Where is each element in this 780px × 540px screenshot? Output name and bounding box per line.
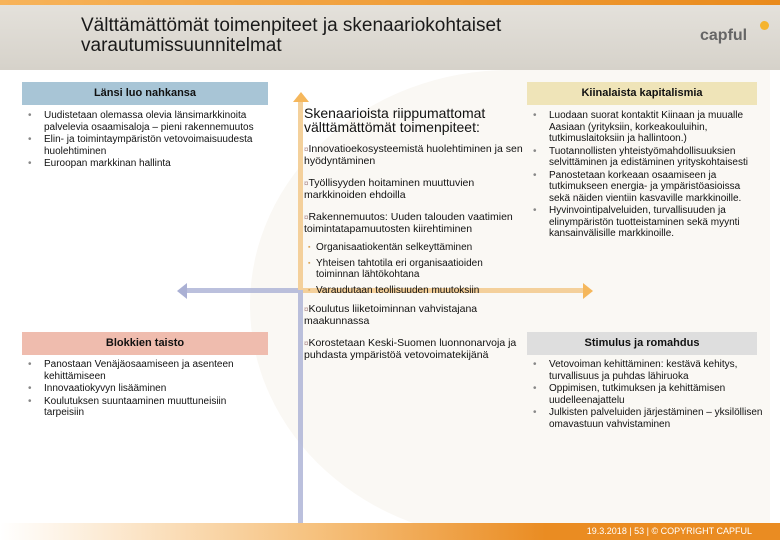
vertical-axis-upper [298,100,303,290]
center-item [304,178,526,201]
list-item: • Innovaatiokyvyn lisääminen [28,383,268,395]
list-item: • Euroopan markkinan hallinta [28,158,268,170]
center-item [304,212,526,235]
vertical-axis-lower [298,290,303,540]
horizontal-axis-left [185,288,298,293]
bullet-marker-icon: ¤ [304,145,309,154]
center-measures [304,106,526,372]
bullet-marker-icon: ¤ [304,305,309,314]
quadrant-list-top-left [28,110,268,171]
center-item-text: Koulutus liiketoiminnan vahvistajana maakunnassa [304,303,478,327]
quadrant-list-bottom-left [28,359,268,420]
logo-dot-icon [760,21,769,30]
footer-bar [0,523,780,540]
list-item: • Hyvinvointipalveluiden, turvallisuuden ja elinympäristön tuotteistaminen sekä myynti kansainvälisille markkinoille. [533,205,763,240]
list-item: • Luodaan suorat kontaktit Kiinaan ja muualle Aasiaan (yrityksiin, korkeakouluihin, tutkimuslaitoksiin ja hallintoon.) [533,110,763,145]
center-item [304,144,526,167]
bullet-marker-icon: ¤ [304,213,309,222]
center-item-text: Rakennemuutos: Uuden talouden vaatimien toimintatapamuutosten kiirehtiminen [304,211,513,235]
center-item-text: Innovatioekosysteemistä huolehtiminen ja sen hyödyntäminen [304,143,523,167]
capful-logo: capful [700,27,748,44]
list-item: • Elin- ja toimintaympäristön vetovoimaisuudesta huolehtiminen [28,134,268,157]
quadrant-title-top-right: Kiinalaista kapitalismia [527,82,757,105]
list-item: • Vetovoiman kehittäminen: kestävä kehitys, turvallisuus ja puhdas lähiruoka [533,359,763,382]
center-subitem: ▪ Organisaatiokentän selkeyttäminen [304,242,526,254]
bullet-marker-icon: ¤ [304,339,309,348]
list-item: • Oppimisen, tutkimuksen ja kehittämisen uudelleenajattelu [533,383,763,406]
center-item-text: Työllisyyden hoitaminen muuttuvien markkinoiden ehdoilla [304,177,475,201]
arrow-right-icon [583,283,593,299]
quadrant-title-bottom-left: Blokkien taisto [22,332,268,355]
quadrant-list-top-right [533,110,763,241]
list-item: • Panostaan Venäjäosaamiseen ja asenteen kehittämiseen [28,359,268,382]
center-item-text: Korostetaan Keski-Suomen luonnonarvoja ja puhdasta ympäristöä vetovoimatekijänä [304,337,517,361]
center-title: Skenaarioista riippumattomat välttämättömät toimenpiteet: [304,105,486,135]
list-item: • Koulutuksen suuntaaminen muuttuneisiin tarpeisiin [28,396,268,419]
list-item: • Uudistetaan olemassa olevia länsimarkkinoita palvelevia osaamisaloja – pieni rakennemuutos [28,110,268,133]
footer-text: 19.3.2018 | 53 | © COPYRIGHT CAPFUL [586,526,752,536]
bullet-marker-icon: ¤ [304,179,309,188]
list-item: • Tuotannollisten yhteistyömahdollisuuksien selvittäminen ja edistäminen yrityskohtaisesti [533,146,763,169]
center-subitem: ▪ Varaudutaan teollisuuden muutoksiin [304,285,526,297]
quadrant-title-top-left: Länsi luo nahkansa [22,82,268,105]
arrow-left-icon [177,283,187,299]
quadrant-list-bottom-right [533,359,763,431]
list-item: • Julkisten palveluiden järjestäminen – yksilöllisen omavastuun vahvistaminen [533,407,763,430]
slide-header [0,5,780,70]
quadrant-title-bottom-right: Stimulus ja romahdus [527,332,757,355]
slide-title: Välttämättömät toimenpiteet ja skenaariokohtaiset varautumissuunnitelmat [81,15,502,56]
center-item [304,338,526,361]
center-subitem: ▪ Yhteisen tahtotila eri organisaatioiden toiminnan lähtökohtana [304,258,526,281]
arrow-up-icon [293,92,309,102]
list-item: • Panostetaan korkeaan osaamiseen ja tutkimukseen energia- ja ympäristöasioissa sekä näiden vientiin kasvaville markkinoille. [533,170,763,205]
center-item [304,304,526,327]
